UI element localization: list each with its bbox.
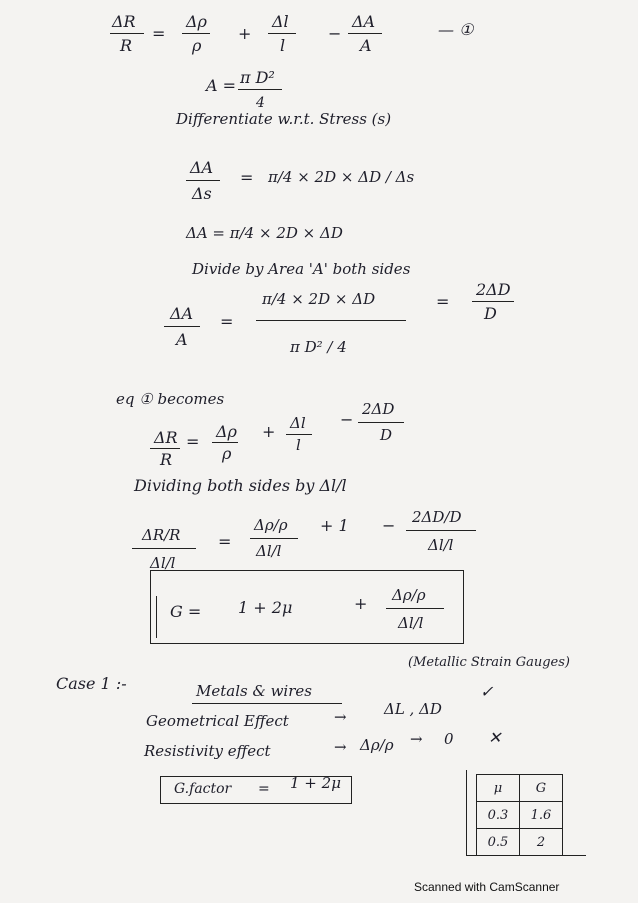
ratio-equals: = [220, 312, 234, 331]
eq1-lhs-numerator: ΔR [112, 12, 136, 31]
ratio-lhs-bar [164, 326, 200, 327]
deriv-lhs-denominator: Δs [192, 184, 212, 203]
table-row [477, 829, 563, 856]
ratio-result-numerator: 2ΔD [476, 280, 511, 299]
gfactor-value: 1 + 2μ [290, 774, 341, 792]
eq3-t1-numerator: Δρ/ρ [254, 516, 288, 534]
boxed-bar [386, 608, 444, 609]
table-bottom-line [466, 855, 586, 856]
table-cell: 2 [520, 829, 563, 856]
eq3-lhs-numerator: ΔR/R [142, 526, 181, 544]
resistivity-effect-label: Resistivity effect [144, 742, 271, 760]
ratio-lhs-denominator: A [176, 330, 188, 349]
geometrical-effect-value: ΔL , ΔD [384, 700, 442, 718]
eq2-t1-numerator: Δρ [216, 422, 237, 441]
eq2-lhs-numerator: ΔR [154, 428, 178, 447]
deriv-rhs: π/4 × 2D × ΔD / Δs [268, 168, 415, 186]
eq2-t1-denominator: ρ [222, 444, 232, 463]
eq1-t2-bar [268, 33, 296, 34]
case-title: Metals & wires [196, 682, 312, 700]
geometrical-effect-label: Geometrical Effect [146, 712, 289, 730]
differentiate-line: Differentiate w.r.t. Stress (s) [176, 110, 392, 128]
deriv-equals: = [240, 168, 254, 187]
gfactor-equals: = [258, 781, 270, 797]
eq2-equals: = [186, 432, 200, 451]
eq2-lhs-denominator: R [160, 450, 173, 469]
dividing-line: Dividing both sides by Δl/l [134, 476, 347, 495]
deriv-lhs-numerator: ΔA [190, 158, 214, 177]
geometrical-effect-arrow: → [334, 708, 347, 726]
scanner-footer: Scanned with CamScanner [414, 880, 560, 894]
boxed-mid: 1 + 2μ [238, 598, 293, 617]
eq3-minus: − [382, 516, 396, 535]
table-left-line [466, 770, 467, 856]
eq2-plus: + [262, 422, 276, 441]
deriv-lhs-bar [186, 180, 220, 181]
eq1-t1-bar [182, 33, 210, 34]
eq1-t2-numerator: Δl [272, 12, 289, 31]
resistivity-effect-value: Δρ/ρ [360, 736, 394, 754]
boxed-numerator: Δρ/ρ [392, 586, 426, 604]
table-cell: 1.6 [520, 802, 563, 829]
gfactor-label: G.factor [174, 781, 232, 797]
area-bar [238, 89, 282, 90]
ratio-equals-2: = [436, 292, 450, 311]
eq1-lhs-denominator: R [120, 36, 133, 55]
table-header-g: G [520, 775, 563, 802]
eq1-t1-denominator: ρ [192, 36, 202, 55]
becomes-line: eq ① becomes [116, 390, 225, 408]
eq3-t1-denominator: Δl/l [256, 542, 282, 560]
eq2-lhs-bar [150, 448, 180, 449]
poisson-gauge-table [476, 774, 563, 856]
eq2-minus: − [340, 410, 354, 429]
ratio-result-denominator: D [484, 304, 497, 323]
resistivity-effect-arrow-2: → [410, 730, 423, 748]
boxed-lhs: G = [170, 602, 202, 621]
ratio-result-bar [472, 301, 514, 302]
eq1-t3-bar [348, 33, 382, 34]
eq2-t1-bar [212, 442, 238, 443]
box-left-stroke [156, 596, 157, 638]
cross-mark-icon: ✕ [488, 728, 502, 747]
area-numerator: π D² [240, 68, 275, 87]
eq1-t3-denominator: A [360, 36, 372, 55]
eq2-t3-bar [358, 422, 404, 423]
eq3-t1-bar [250, 538, 298, 539]
eq3-equals: = [218, 532, 232, 551]
eq3-lhs-denominator: Δl/l [150, 554, 176, 572]
eq2-t2-denominator: l [296, 436, 301, 454]
eq3-lhs-bar [132, 548, 196, 549]
boxed-denominator: Δl/l [398, 614, 424, 632]
case-note: (Metallic Strain Gauges) [408, 655, 570, 670]
eq3-t3-denominator: Δl/l [428, 536, 454, 554]
boxed-plus: + [354, 594, 368, 613]
eq1-tag: — ① [438, 20, 474, 39]
eq2-t3-denominator: D [380, 426, 393, 444]
area-denominator: 4 [256, 95, 265, 111]
eq1-t2-denominator: l [280, 36, 286, 55]
eq1-plus: + [238, 24, 252, 43]
delta-a-line: ΔA = π/4 × 2D × ΔD [186, 224, 343, 242]
eq1-equals: = [152, 24, 166, 43]
ratio-mid-bar [256, 320, 406, 321]
ratio-mid-denominator: π D² / 4 [290, 338, 347, 356]
table-cell: 0.5 [477, 829, 520, 856]
divide-line: Divide by Area 'A' both sides [192, 260, 411, 278]
eq1-t1-numerator: Δρ [186, 12, 207, 31]
area-lhs: A = [206, 76, 237, 95]
eq3-t3-numerator: 2ΔD/D [412, 508, 462, 526]
eq1-t3-numerator: ΔA [352, 12, 376, 31]
eq2-t2-numerator: Δl [290, 414, 306, 432]
eq2-t3-numerator: 2ΔD [362, 400, 395, 418]
case-label: Case 1 :- [56, 674, 127, 693]
eq1-lhs-bar [110, 33, 144, 34]
eq1-minus: − [328, 24, 342, 43]
resistivity-effect-zero: 0 [444, 730, 454, 748]
eq3-t3-bar [406, 530, 476, 531]
table-row [477, 802, 563, 829]
table-cell: 0.3 [477, 802, 520, 829]
resistivity-effect-arrow: → [334, 738, 347, 756]
table-header-mu: μ [477, 775, 520, 802]
eq2-t2-bar [286, 434, 312, 435]
check-mark-icon: ✓ [480, 682, 494, 701]
ratio-lhs-numerator: ΔA [170, 304, 194, 323]
ratio-mid-numerator: π/4 × 2D × ΔD [262, 290, 376, 308]
table-header-row [477, 775, 563, 802]
case-title-underline [192, 703, 342, 704]
eq3-plus-one: + 1 [320, 516, 349, 535]
